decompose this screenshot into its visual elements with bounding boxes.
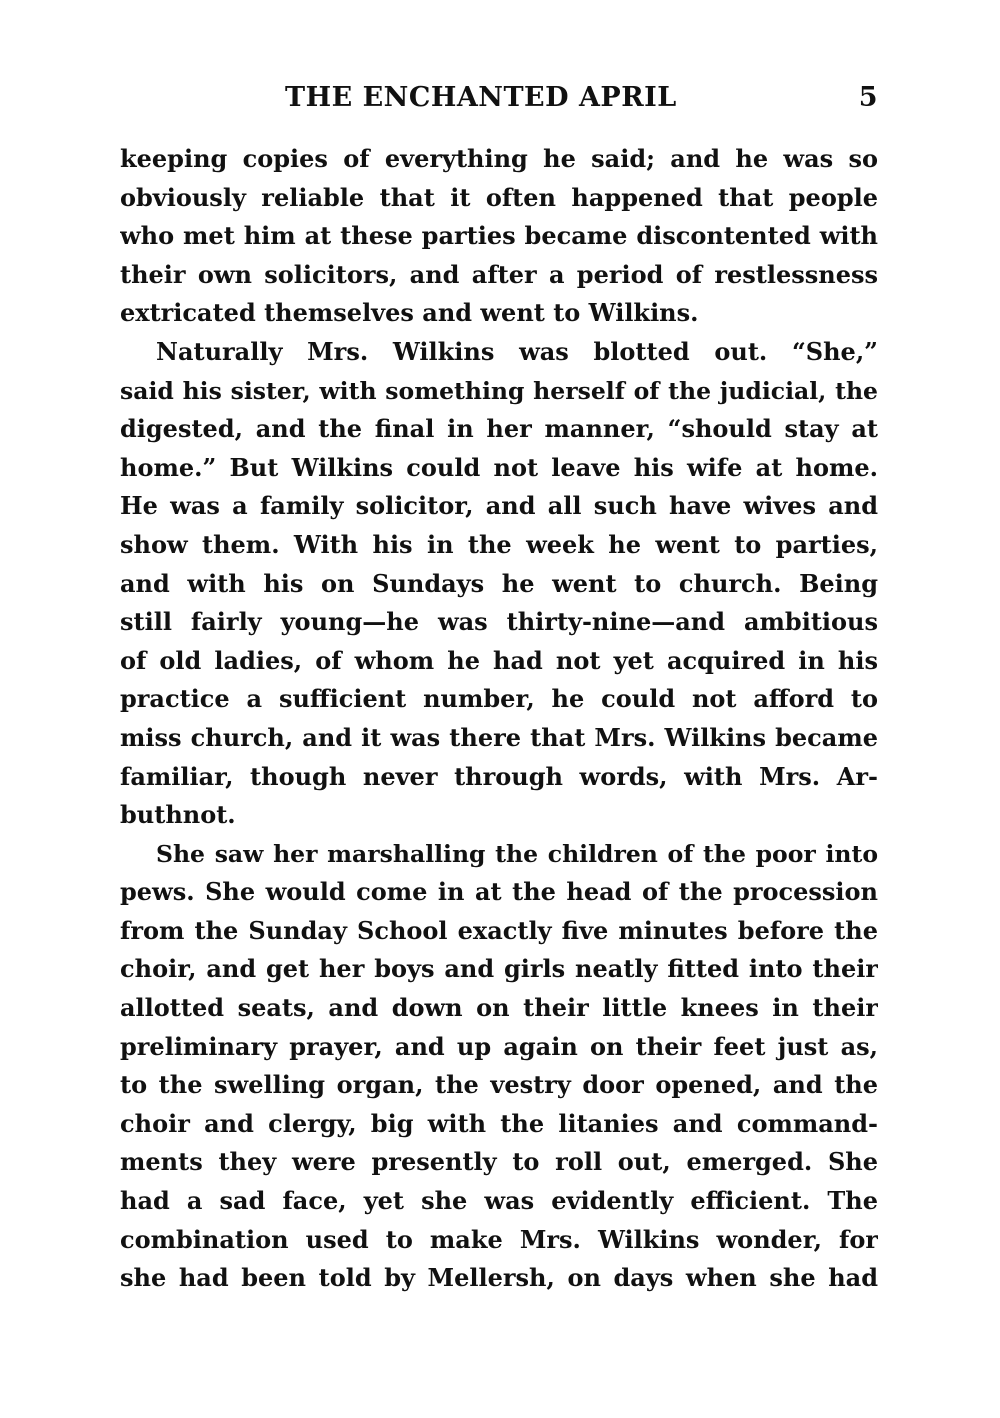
text-line: choir, and get her boys and girls neatly fitted into their xyxy=(120,954,878,984)
text-line: she had been told by Mellersh, on days when she had xyxy=(120,1263,878,1293)
text-line: show them. With his in the week he went to parties, xyxy=(120,529,878,559)
text-line: buthnot. xyxy=(120,800,236,830)
text-line: combination used to make Mrs. Wilkins wonder, for xyxy=(120,1224,878,1254)
text-line: Naturally Mrs. Wilkins was blotted out. “She,” xyxy=(156,336,878,366)
running-head xyxy=(120,82,878,122)
text-line: of old ladies, of whom he had not yet acquired in his xyxy=(120,645,878,675)
text-line: He was a family solicitor, and all such have wives and xyxy=(120,491,878,521)
text-line: extricated themselves and went to Wilkins. xyxy=(120,298,699,328)
running-title: THE ENCHANTED APRIL xyxy=(285,82,677,113)
text-line: preliminary prayer, and up again on their feet just as, xyxy=(120,1031,878,1061)
text-line: to the swelling organ, the vestry door opened, and the xyxy=(120,1070,878,1100)
text-line: keeping copies of everything he said; and he was so xyxy=(120,144,878,173)
text-line: still fairly young—he was thirty-nine—and ambitious xyxy=(120,607,878,637)
text-line: ments they were presently to roll out, emerged. She xyxy=(120,1147,878,1177)
text-line: digested, and the final in her manner, “should stay at xyxy=(120,414,878,444)
text-line: from the Sunday School exactly five minutes before the xyxy=(120,915,878,945)
text-line: home.” But Wilkins could not leave his wife at home. xyxy=(120,452,878,482)
paragraph xyxy=(120,835,878,1298)
text-line: and with his on Sundays he went to church. Being xyxy=(120,568,878,598)
text-line: pews. She would come in at the head of the procession xyxy=(120,877,878,907)
paragraph xyxy=(120,140,878,333)
page-number: 5 xyxy=(858,82,878,113)
text-line: She saw her marshalling the children of the poor into xyxy=(156,839,878,868)
paragraph xyxy=(120,333,878,835)
text-line: practice a sufficient number, he could not afford to xyxy=(120,684,878,714)
text-line: obviously reliable that it often happened that people xyxy=(120,182,878,212)
text-line: said his sister, with something herself of the judicial, the xyxy=(120,376,878,405)
text-line: allotted seats, and down on their little knees in their xyxy=(120,993,878,1023)
text-line: familiar, though never through words, with Mrs. Ar- xyxy=(120,761,878,791)
text-line: who met him at these parties became discontented with xyxy=(120,221,878,251)
text-line: choir and clergy, big with the litanies and command- xyxy=(120,1108,878,1138)
text-line: their own solicitors, and after a period of restlessness xyxy=(120,259,878,289)
body-text xyxy=(120,140,878,1298)
text-line: had a sad face, yet she was evidently efficient. The xyxy=(120,1186,878,1216)
text-line: miss church, and it was there that Mrs. Wilkins became xyxy=(120,722,878,752)
